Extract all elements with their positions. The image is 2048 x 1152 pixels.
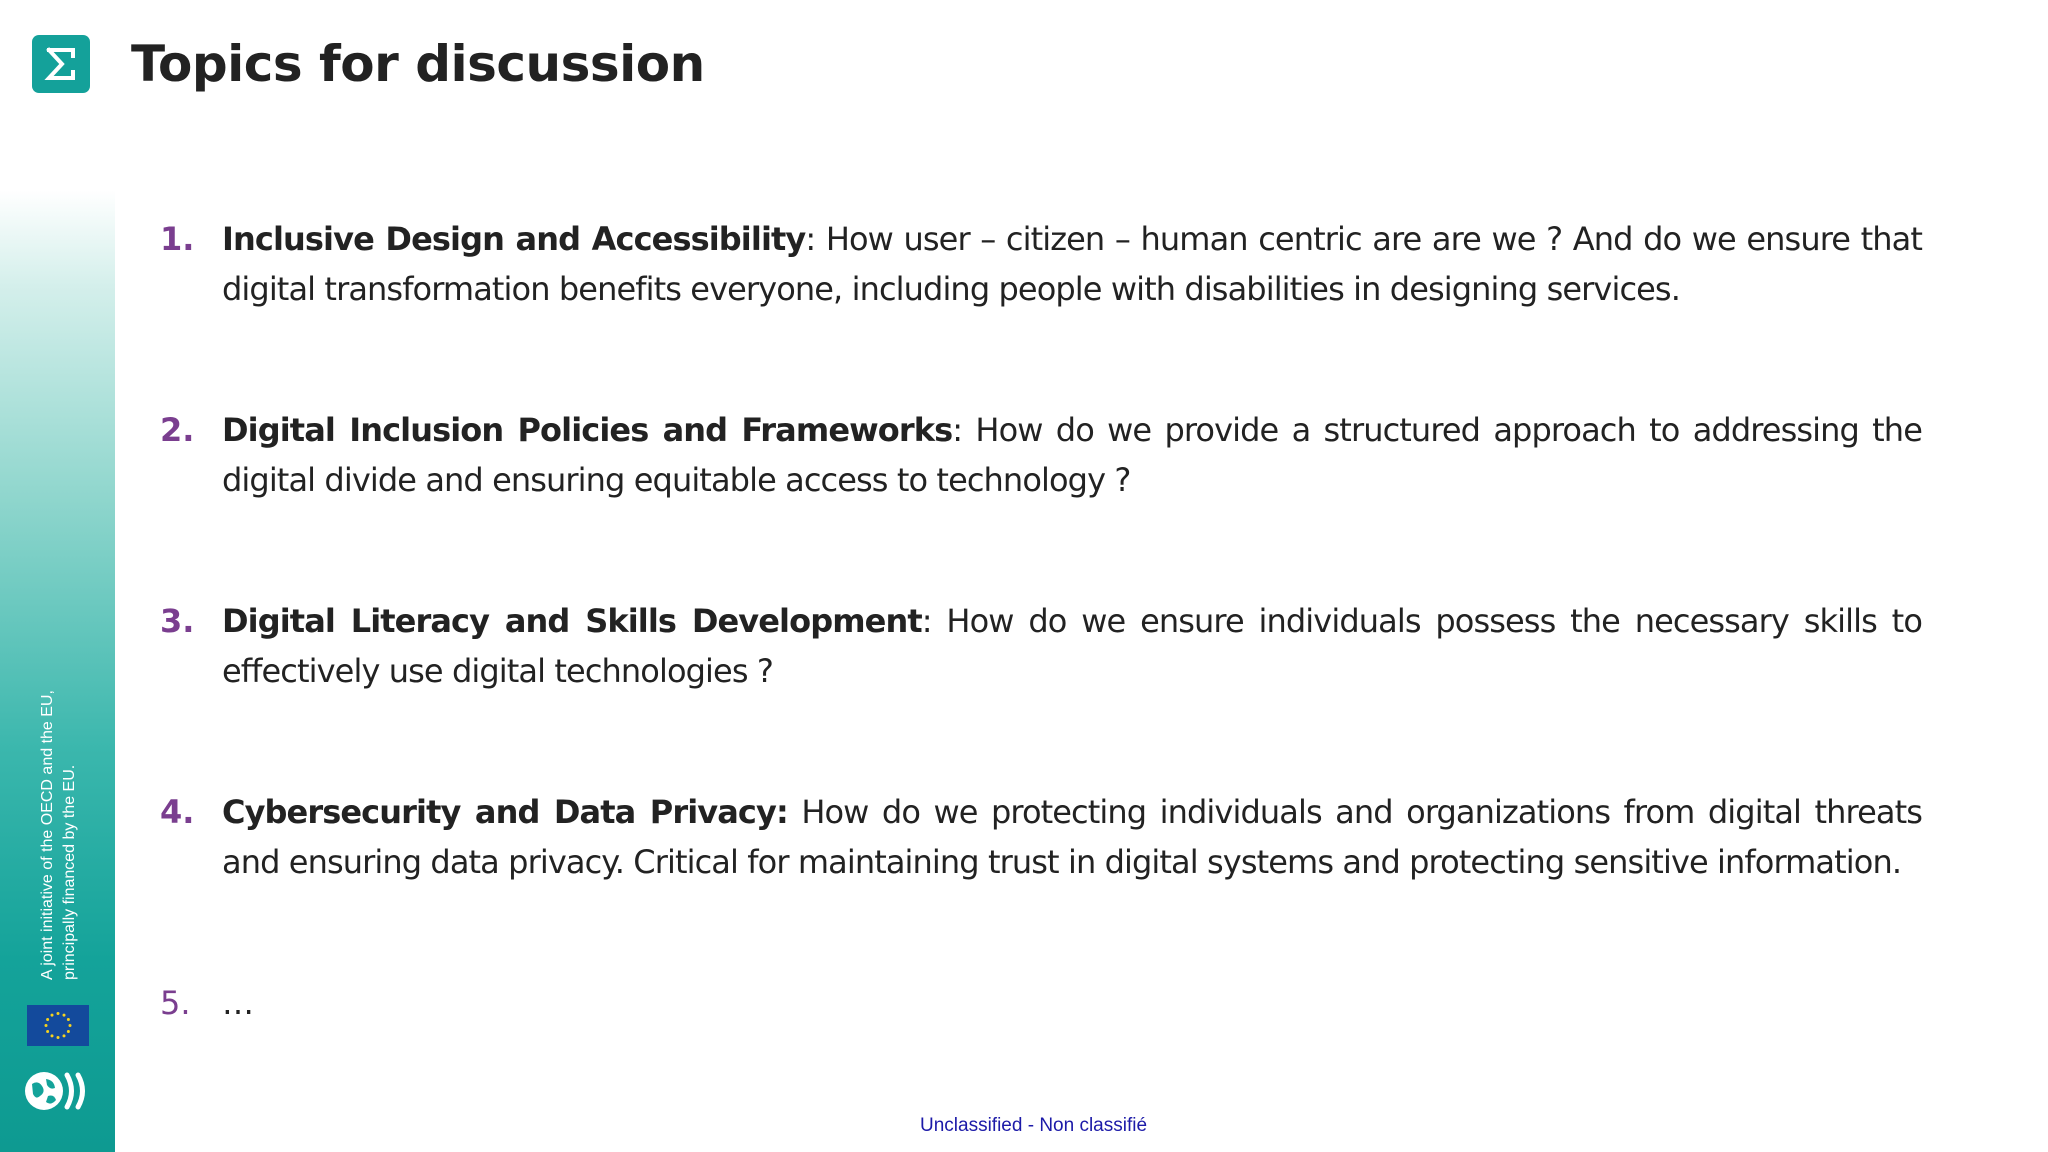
eu-star — [63, 1014, 66, 1017]
page-title: Topics for discussion — [131, 35, 705, 93]
topic-number: 5. — [160, 984, 191, 1022]
eu-star — [63, 1034, 66, 1037]
eu-star — [45, 1024, 48, 1027]
eu-star — [46, 1018, 49, 1021]
topic-separator: : — [921, 602, 932, 640]
topic-text — [222, 978, 1922, 1028]
topic-number: 4. — [160, 793, 195, 831]
eu-star — [67, 1030, 70, 1033]
eu-star — [51, 1014, 54, 1017]
topic-heading: Digital Literacy and Skills Development — [222, 602, 922, 640]
classification-label: Unclassified - Non classifié — [920, 1115, 1148, 1136]
topic-number: 3. — [160, 602, 195, 640]
topic-number: 2. — [160, 411, 195, 449]
topic-description: How do we ensure individuals possess the necessary skills to effectively use digital technologies ? — [222, 602, 1922, 690]
topic-description: How do we protecting individuals and organizations from digital threats and ensuring data privacy. Critical for maintaining trust in digital systems and protecting sensitive information. — [222, 793, 1922, 881]
eu-star — [57, 1036, 60, 1039]
topics-list — [160, 214, 1922, 1152]
sigma-glyph — [41, 44, 81, 84]
sidebar-vertical-text — [37, 690, 81, 980]
topic-text — [222, 787, 1922, 887]
eu-star — [67, 1018, 70, 1021]
sigma-logo-icon — [32, 35, 90, 93]
eu-star — [69, 1024, 72, 1027]
topic-text — [222, 214, 1922, 314]
eu-flag-icon — [27, 1005, 89, 1046]
topic-description: … — [222, 984, 254, 1022]
topic-separator: : — [952, 411, 963, 449]
topic-description: How user – citizen – human centric are are we ? And do we ensure that digital transformation benefits everyone, including people with disabilities in designing services. — [222, 220, 1922, 308]
oecd-logo-icon — [24, 1070, 90, 1112]
topic-separator: : — [805, 220, 816, 258]
topic-item — [160, 787, 1922, 978]
topic-heading: Cybersecurity and Data Privacy: — [222, 793, 788, 831]
eu-star — [46, 1030, 49, 1033]
topic-item — [160, 214, 1922, 405]
sidebar-text-line2: principally financed by the EU. — [61, 764, 78, 980]
topic-text — [222, 405, 1922, 505]
topic-item — [160, 596, 1922, 787]
topic-text — [222, 596, 1922, 696]
eu-star — [57, 1012, 60, 1015]
topic-item — [160, 405, 1922, 596]
eu-star — [51, 1034, 54, 1037]
topic-description: How do we provide a structured approach to addressing the digital divide and ensuring equitable access to technology ? — [222, 411, 1922, 499]
topic-number: 1. — [160, 220, 195, 258]
topic-heading: Inclusive Design and Accessibility — [222, 220, 806, 258]
topic-heading: Digital Inclusion Policies and Frameworks — [222, 411, 953, 449]
sidebar-text-line1: A joint initiative of the OECD and the EU, — [39, 690, 56, 980]
